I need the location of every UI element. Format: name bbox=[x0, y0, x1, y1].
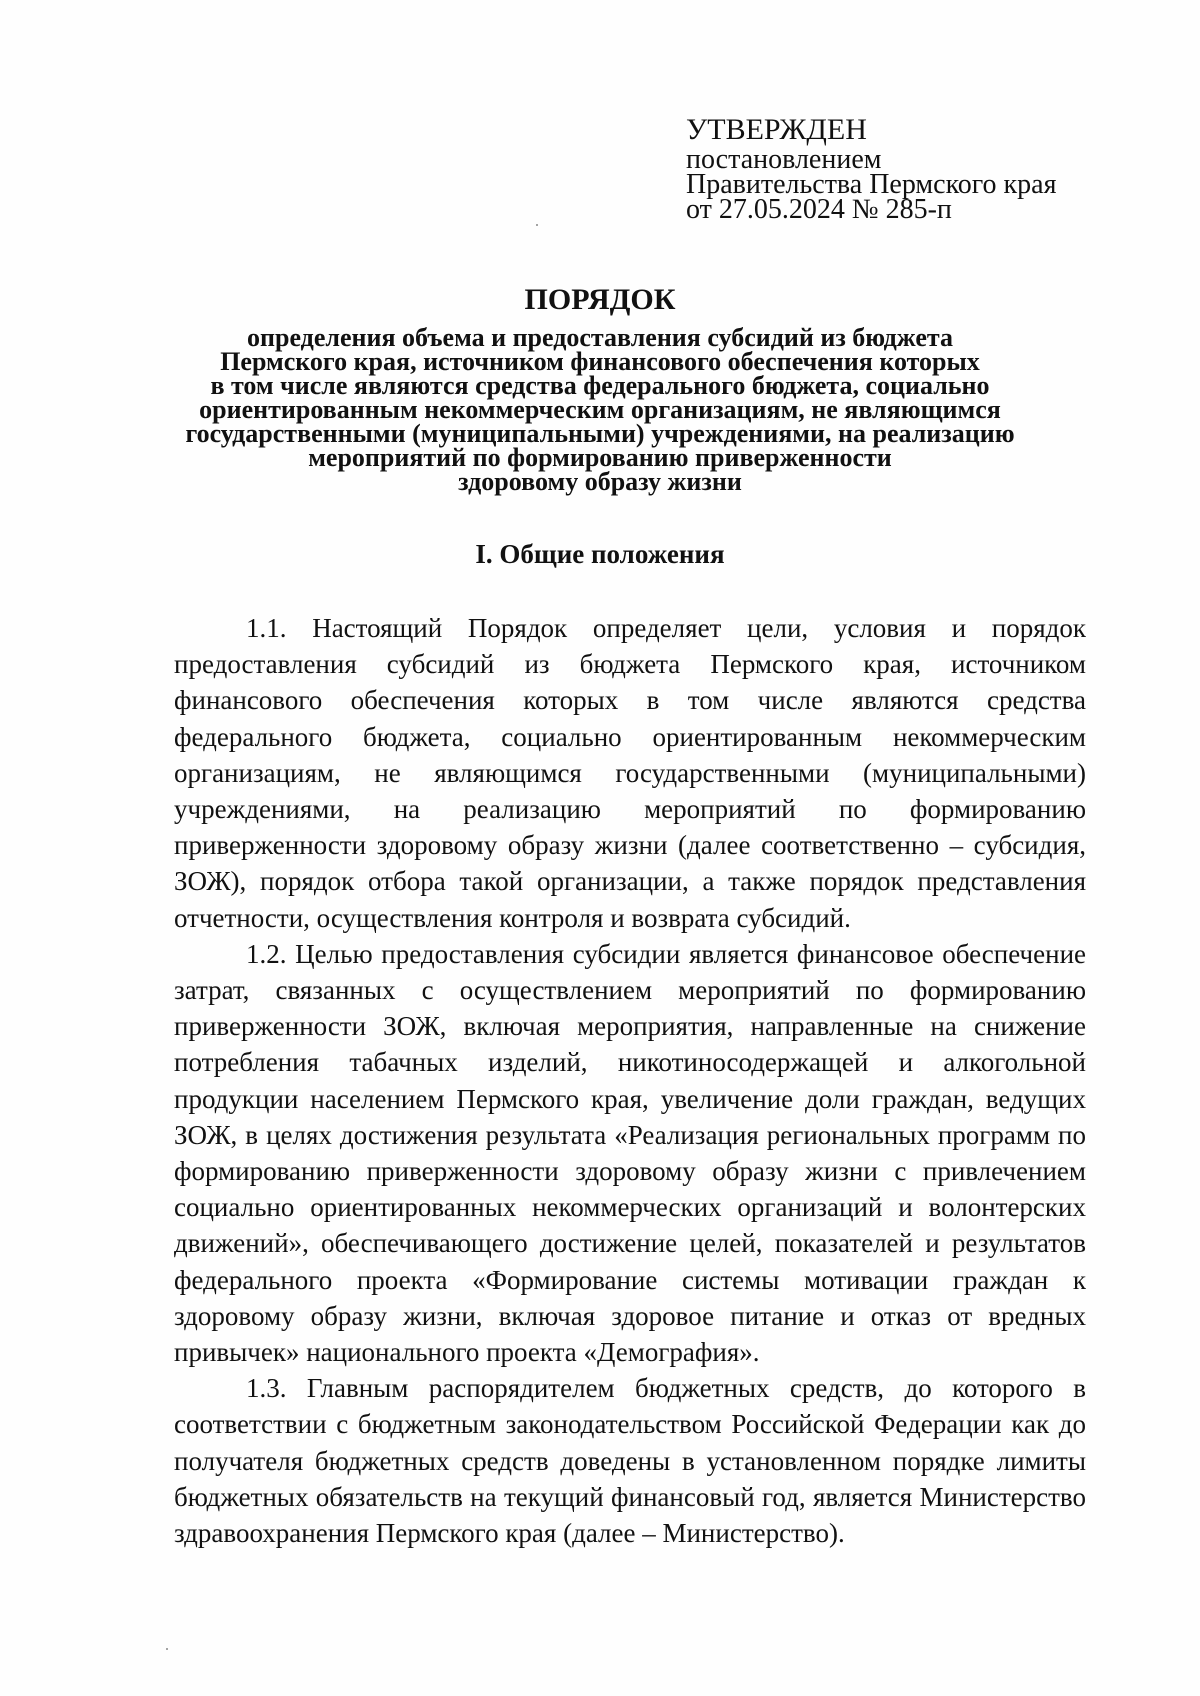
paragraph-1-1: 1.1. Настоящий Порядок определяет цели, условия и порядок предоставления субсидий из бюджета Пермского края, источником финансового обеспечения которых в том числе являются средства федерального бюджета, социально ориентированным некоммерческим организациям, не являющимся государственными (муниципальными) учреждениями, на реализацию мероприятий по формированию приверженности здоровому образу жизни (далее соответственно – субсидия, ЗОЖ), порядок отбора такой организации, а также порядок представления отчетности, осуществления контроля и возврата субсидий. bbox=[174, 613, 1086, 933]
approval-stamp bbox=[686, 113, 1126, 225]
paragraph-1-3: 1.3. Главным распорядителем бюджетных средств, до которого в соответствии с бюджетным законодательством Российской Федерации как до получателя бюджетных средств доведены в установленном порядке лимиты бюджетных обязательств на текущий финансовый год, является Министерство здравоохранения Пермского края (далее – Министерство). bbox=[174, 1373, 1086, 1549]
document-subtitle bbox=[150, 323, 1050, 496]
subtitle-line: Пермского края, источником финансового обеспечения которых bbox=[220, 347, 980, 376]
subtitle-line: ориентированным некоммерческим организациям, не являющимся bbox=[199, 395, 1001, 424]
scan-speck bbox=[536, 224, 538, 226]
approval-date-number: от 27.05.2024 № 285-п bbox=[686, 194, 952, 225]
subtitle-line: мероприятий по формированию приверженности bbox=[308, 443, 892, 472]
document-title: ПОРЯДОК bbox=[524, 283, 676, 316]
approval-heading: УТВЕРЖДЕН bbox=[686, 113, 867, 146]
paragraph-1-2: 1.2. Целью предоставления субсидии является финансовое обеспечение затрат, связанных с осуществлением мероприятий по формированию приверженности ЗОЖ, включая мероприятия, направленные на снижение потребления табачных изделий, никотиносодержащей и алкогольной продукции населением Пермского края, увеличение доли граждан, ведущих ЗОЖ, в целях достижения результата «Реализация региональных программ по формированию приверженности здоровому образу жизни с привлечением социально ориентированных некоммерческих организаций и волонтерских движений», обеспечивающего достижение целей, показателей и результатов федерального проекта «Формирование системы мотивации граждан к здоровому образу жизни, включая здоровое питание и отказ от вредных привычек» национального проекта «Демография». bbox=[174, 938, 1086, 1368]
scan-speck bbox=[166, 1648, 168, 1650]
subtitle-line: государственными (муниципальными) учреждениями, на реализацию bbox=[185, 419, 1015, 448]
approval-line: Правительства Пермского края bbox=[686, 169, 1057, 200]
section-heading: I. Общие положения bbox=[475, 539, 725, 569]
subtitle-line: здоровому образу жизни bbox=[458, 467, 742, 496]
subtitle-line: определения объема и предоставления субсидий из бюджета bbox=[247, 323, 953, 352]
approval-line: постановлением bbox=[686, 144, 882, 175]
subtitle-line: в том числе являются средства федерального бюджета, социально bbox=[210, 371, 990, 400]
document-body bbox=[174, 610, 1086, 1551]
